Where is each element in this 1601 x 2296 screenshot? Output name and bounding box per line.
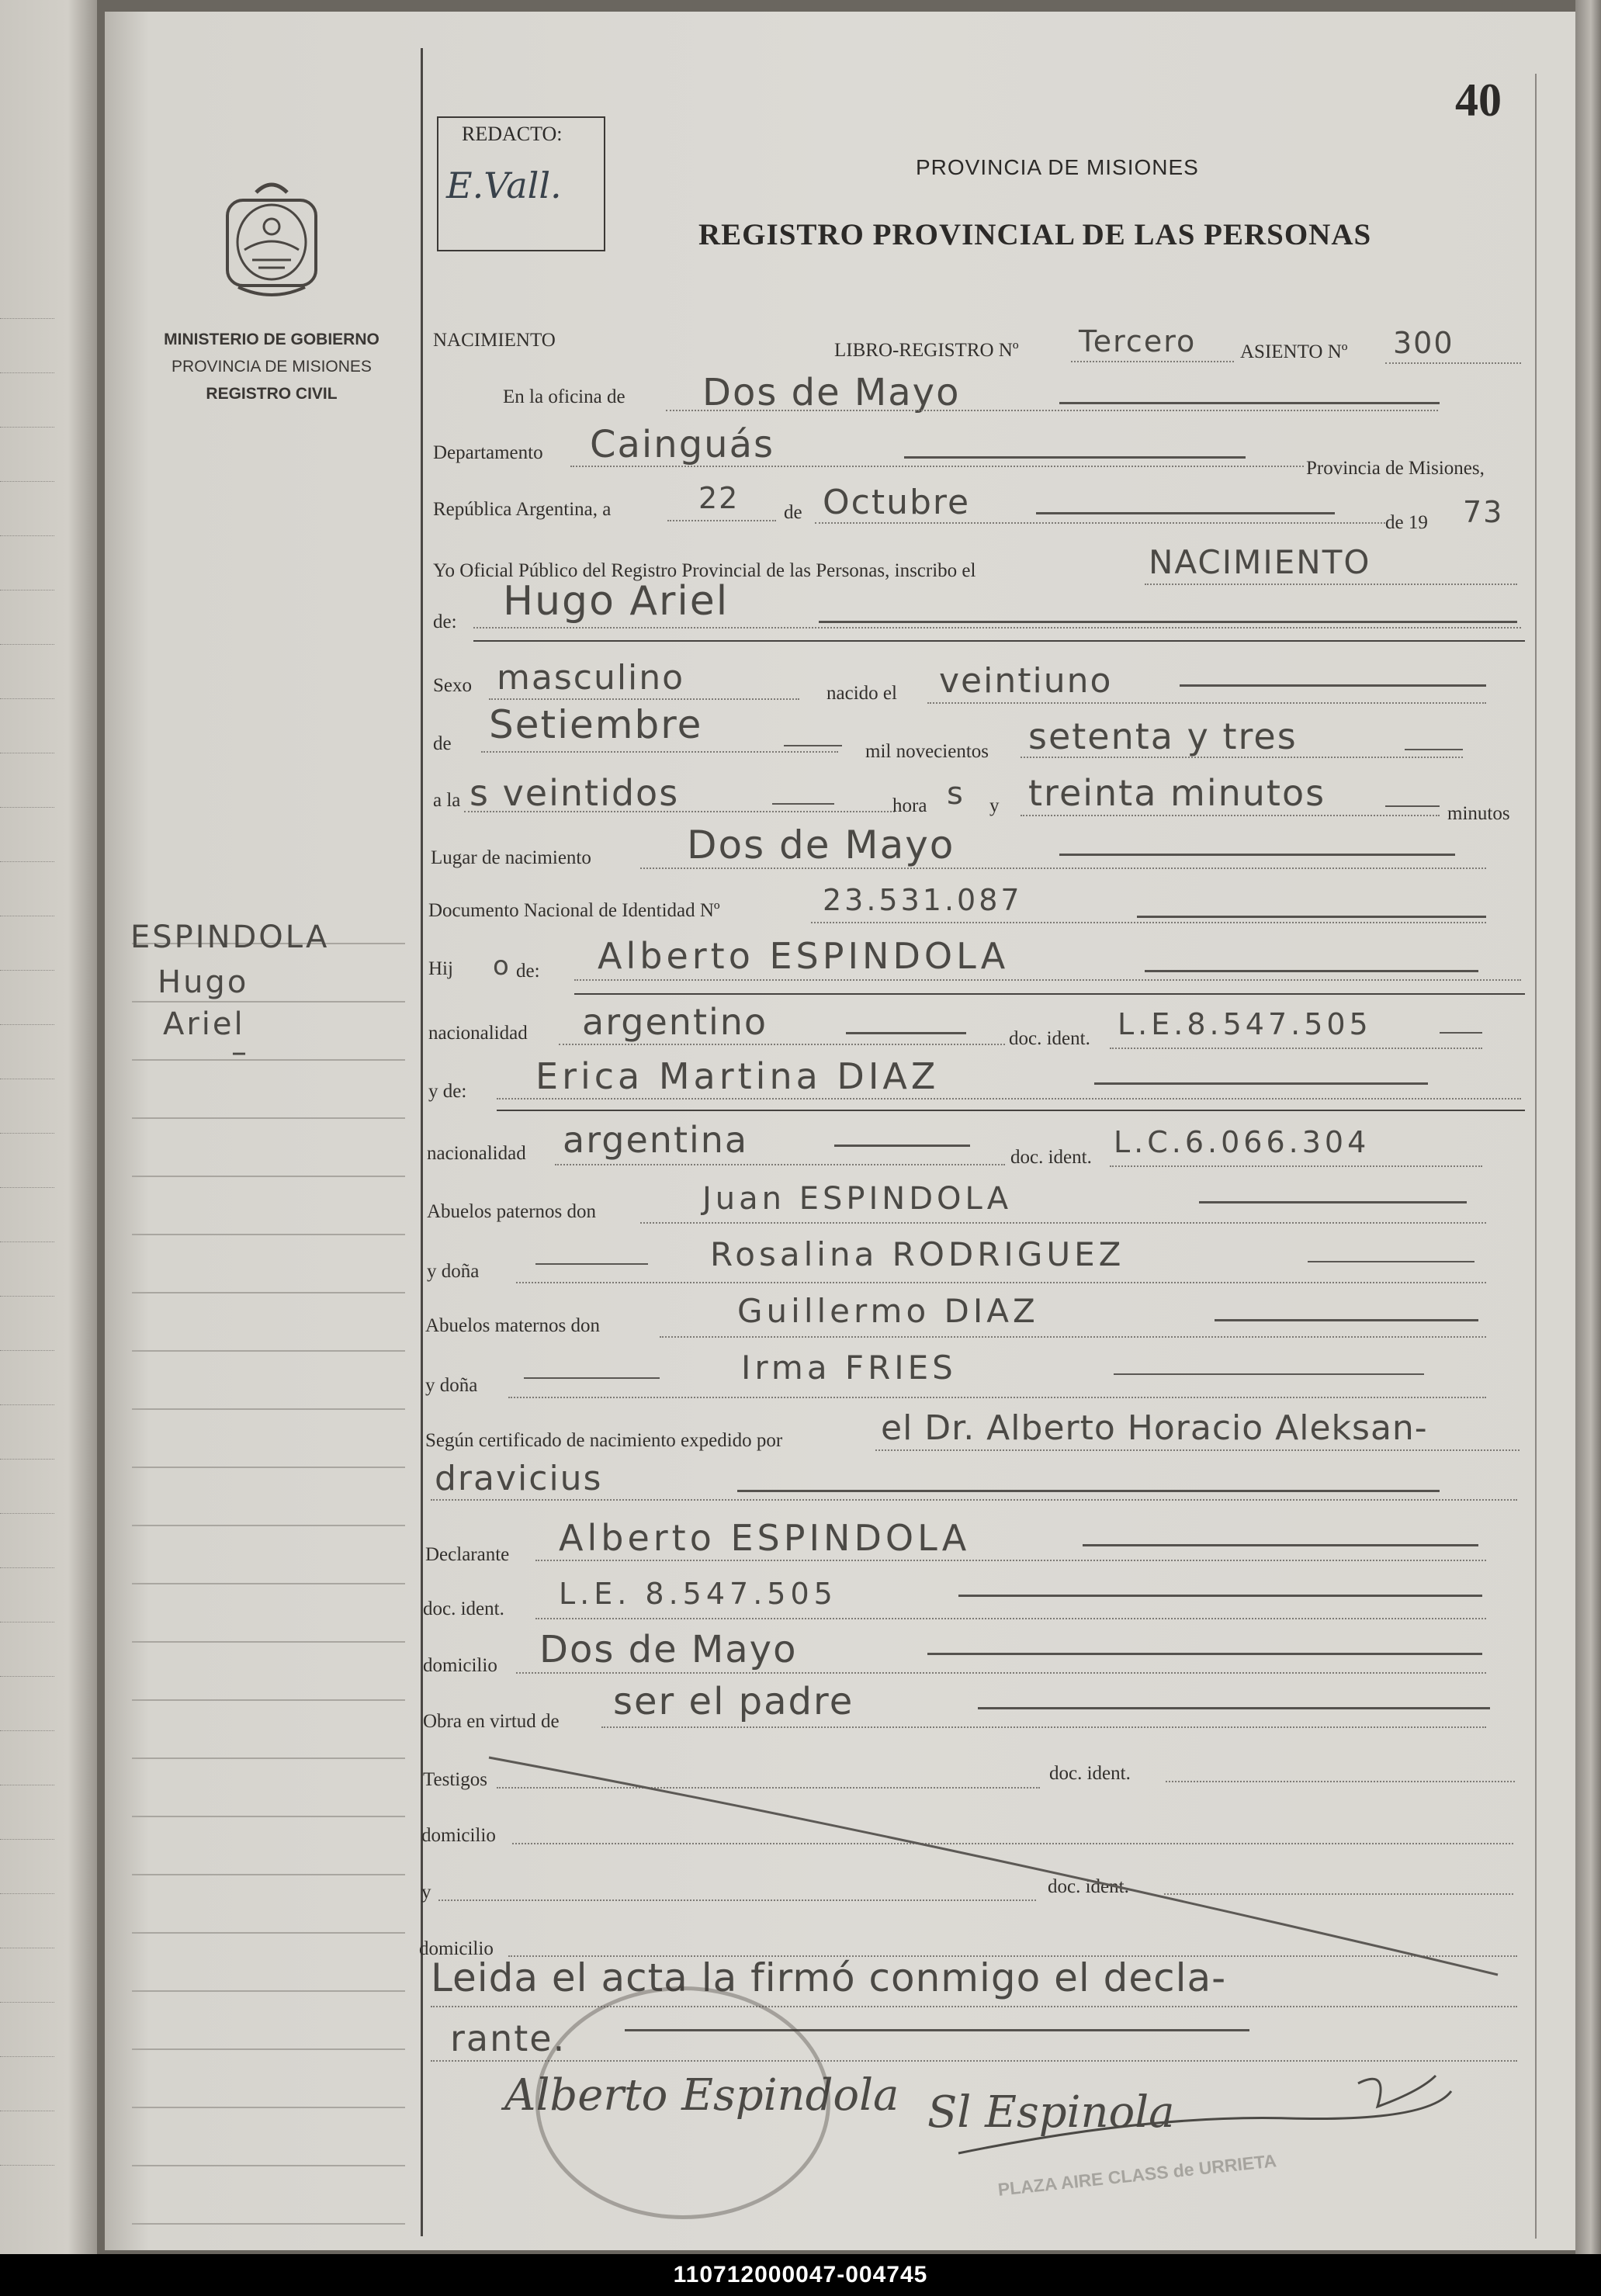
nacido-dia-value: veintiuno	[939, 661, 1113, 701]
folio-number: 40	[1455, 74, 1502, 126]
abuela-materna-value: Irma FRIES	[741, 1349, 957, 1387]
lugar-label: Lugar de nacimiento	[431, 847, 591, 868]
document-id-bar	[0, 2254, 1601, 2296]
previous-page-edge	[0, 0, 97, 2254]
anio-nac-value: setenta y tres	[1028, 715, 1298, 757]
abuela-materna-label: y doña	[425, 1375, 478, 1396]
minutos-label: minutos	[1447, 803, 1510, 824]
de-label: de	[784, 502, 802, 523]
madre-doc-label: doc. ident.	[1010, 1147, 1092, 1168]
madre-nac-value: argentina	[563, 1119, 749, 1161]
medico-line-1: el Dr. Alberto Horacio Aleksan-	[881, 1408, 1428, 1448]
madre-nac-label: nacionalidad	[427, 1143, 526, 1164]
republica-label: República Argentina, a	[433, 499, 612, 520]
hora-value: s veintidos	[470, 772, 680, 814]
stamp-text: PLAZA AIRE CLASS de URRIETA	[996, 2150, 1278, 2200]
mes-nac-value: Setiembre	[489, 702, 703, 747]
abuelos-maternos-label: Abuelos maternos don	[425, 1315, 600, 1336]
nacido-label: nacido el	[826, 683, 897, 704]
y-minutos-label: y	[989, 795, 1000, 816]
provincia-label: Provincia de Misiones,	[1306, 458, 1485, 479]
hijo-suffix: o	[493, 951, 511, 982]
redacto-label: REDACTO:	[462, 123, 563, 145]
oficina-label: En la oficina de	[503, 386, 625, 407]
asiento-label: ASIENTO Nº	[1240, 341, 1348, 362]
year-value: 73	[1463, 495, 1504, 529]
signature-flourish	[955, 2060, 1459, 2169]
ministry-line-3: REGISTRO CIVIL	[206, 385, 338, 403]
mil-novecientos-label: mil novecientos	[865, 741, 989, 762]
margin-surname: ESPINDOLA	[130, 919, 330, 955]
padre-nac-label: nacionalidad	[428, 1023, 528, 1044]
abuela-paterna-label: y doña	[427, 1261, 480, 1282]
hijo-de-label: de:	[516, 961, 540, 982]
margin-divider	[421, 48, 423, 2236]
declarante-domicilio-value: Dos de Mayo	[539, 1628, 798, 1671]
libro-label: LIBRO-REGISTRO Nº	[834, 340, 1019, 361]
dni-value: 23.531.087	[823, 883, 1023, 917]
ministry-line-1: MINISTERIO DE GOBIERNO	[164, 331, 379, 348]
witness-cancel-line	[481, 1750, 1506, 1983]
yo-oficial-label: Yo Oficial Público del Registro Provincial de las Personas, inscribo el	[433, 560, 976, 581]
madre-de-label: y de:	[428, 1081, 467, 1102]
testigo2-y-label: y	[421, 1882, 431, 1903]
madre-name: Erica Martina DIAZ	[535, 1055, 940, 1097]
margin-given-name-1: Hugo	[158, 964, 249, 1000]
abuelos-paternos-label: Abuelos paternos don	[427, 1201, 597, 1222]
document-id: 110712000047-004745	[673, 2262, 928, 2287]
testigos-label: Testigos	[423, 1769, 487, 1790]
testigo2-domicilio-label: domicilio	[419, 1938, 494, 1959]
declarante-doc-label: doc. ident.	[423, 1598, 504, 1619]
declarante-label: Declarante	[425, 1544, 510, 1565]
declarante-doc-value: L.E. 8.547.505	[559, 1577, 837, 1611]
abuelo-paterno-value: Juan ESPINDOLA	[702, 1181, 1013, 1217]
year-label: de 19	[1385, 512, 1428, 533]
act-type-label: NACIMIENTO	[433, 330, 556, 351]
minutos-value: treinta minutos	[1028, 772, 1326, 814]
abuelo-materno-value: Guillermo DIAZ	[737, 1292, 1039, 1330]
sexo-label: Sexo	[433, 675, 472, 696]
madre-doc-value: L.C.6.066.304	[1114, 1125, 1371, 1159]
medico-line-2: dravicius	[435, 1459, 603, 1498]
month-value: Octubre	[823, 483, 971, 522]
departamento-label: Departamento	[433, 442, 543, 463]
province-title: PROVINCIA DE MISIONES	[916, 155, 1199, 179]
margin-dash: –	[231, 1034, 249, 1070]
ministry-line-2: PROVINCIA DE MISIONES	[172, 358, 372, 376]
oficial-signature: Sl Espinola	[927, 2087, 1175, 2138]
margin-given-name-2: Ariel	[163, 1006, 245, 1042]
lugar-value: Dos de Mayo	[687, 822, 955, 867]
testigo1-doc-label: doc. ident.	[1049, 1763, 1131, 1784]
ministry-header	[136, 326, 407, 407]
hijo-label: Hij	[428, 958, 453, 979]
ala-label: a la	[433, 790, 461, 811]
declarante-signature: Alberto Espindola	[504, 2070, 899, 2121]
official-stamp	[535, 1986, 830, 2219]
asiento-value: 300	[1393, 326, 1454, 360]
mes-de-label: de	[433, 733, 452, 754]
leida-line-1: Leida el acta la firmó conmigo el decla-	[431, 1955, 1227, 2000]
padre-doc-value: L.E.8.547.505	[1118, 1007, 1372, 1041]
dni-label: Documento Nacional de Identidad Nº	[428, 900, 720, 921]
child-name: Hugo Ariel	[503, 578, 729, 625]
declarante-value: Alberto ESPINDOLA	[559, 1517, 971, 1559]
sexo-value: masculino	[497, 658, 685, 698]
abuela-paterna-value: Rosalina RODRIGUEZ	[710, 1235, 1125, 1273]
obra-value: ser el padre	[613, 1680, 854, 1723]
page-stack-edge	[1575, 0, 1601, 2254]
declarante-domicilio-label: domicilio	[423, 1655, 497, 1676]
testigo2-doc-label: doc. ident.	[1048, 1876, 1129, 1897]
redacto-initials: E.Vall.	[446, 164, 562, 206]
redacto-box	[437, 116, 605, 251]
leida-line-2: rante.	[450, 2017, 567, 2059]
hora-s-value: s	[947, 776, 965, 812]
oficina-value: Dos de Mayo	[702, 371, 961, 414]
padre-doc-label: doc. ident.	[1009, 1028, 1090, 1049]
act-value: NACIMIENTO	[1149, 543, 1371, 581]
departamento-value: Cainguás	[590, 423, 775, 466]
hora-label: hora	[892, 795, 927, 816]
obra-label: Obra en virtud de	[423, 1711, 560, 1732]
padre-nac-value: argentino	[582, 1001, 768, 1043]
day-value: 22	[698, 481, 740, 515]
padre-name: Alberto ESPINDOLA	[598, 935, 1010, 977]
registry-title: REGISTRO PROVINCIAL DE LAS PERSONAS	[698, 218, 1372, 251]
testigo1-domicilio-label: domicilio	[421, 1825, 496, 1846]
segun-certificado-label: Según certificado de nacimiento expedido por	[425, 1430, 783, 1451]
libro-value: Tercero	[1079, 324, 1197, 358]
provincial-seal-icon	[221, 178, 322, 303]
right-border-line	[1535, 74, 1537, 2239]
name-de-label: de:	[433, 611, 457, 632]
